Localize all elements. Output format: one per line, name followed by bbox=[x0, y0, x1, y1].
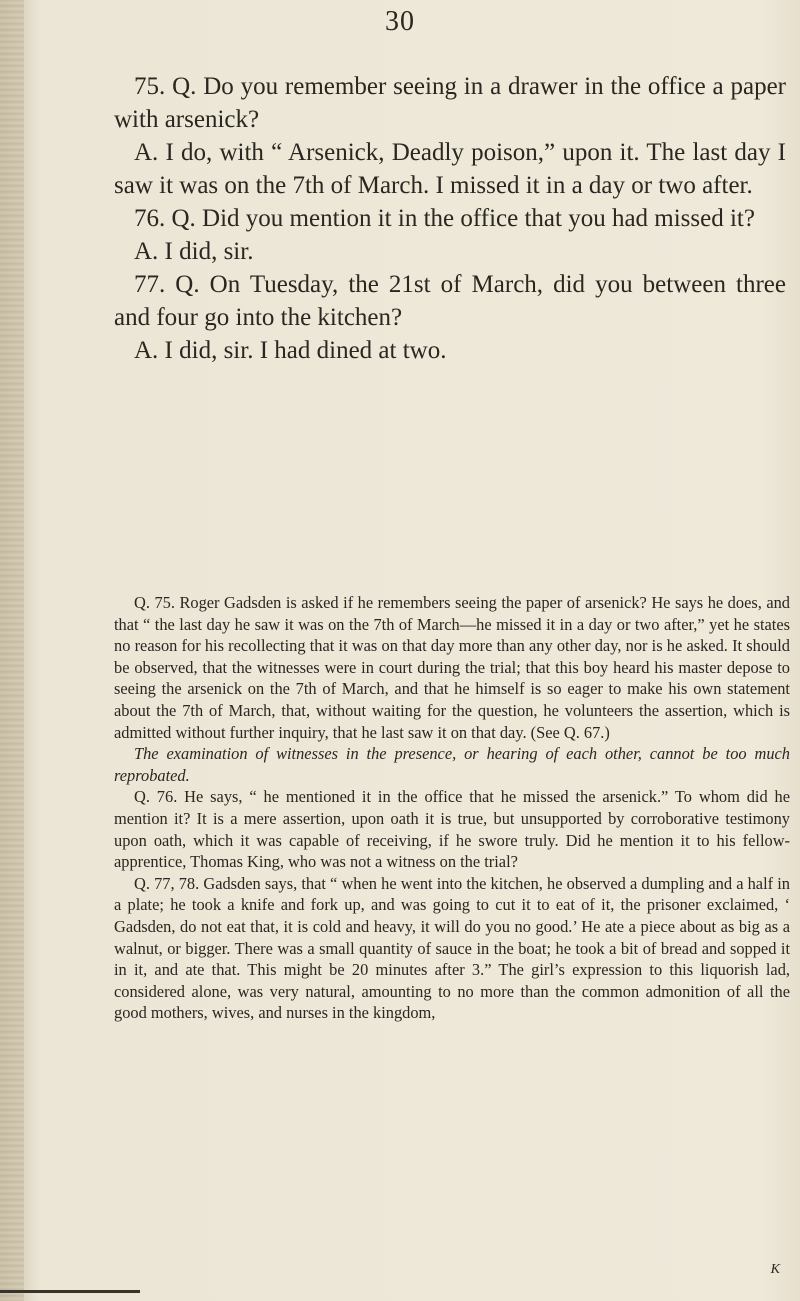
commentary-remark: The examination of witnesses in the presence, or hearing of each other, cannot be too much reprobated. bbox=[114, 744, 790, 785]
commentary-notes bbox=[114, 592, 790, 1024]
answer-75: A. I do, with “ Arsenick, Deadly poison,” upon it. The last day I saw it was on the 7th of March. I missed it in a day or two after. bbox=[114, 139, 786, 199]
commentary-q75: Q. 75. Roger Gadsden is asked if he remembers seeing the paper of arsenick? He says he does, and that “ the last day he saw it was on the 7th of March—he missed it in a day or two after,” yet he states no reason for his recollecting that it was on that day more than any other day, nor is he asked. It should be observed, that the witnesses were in court during the trial; that this boy heard his master depose to seeing the arsenick on the 7th of March, and that he himself is so eager to make his own statement about the 7th of March, that, without waiting for the question, he volunteers the assertion, which is admitted without further inquiry, that he last saw it on that day. (See Q. 67.) bbox=[114, 593, 790, 742]
testimony-questions-answers bbox=[114, 70, 786, 367]
commentary-q77-78: Q. 77, 78. Gadsden says, that “ when he went into the kitchen, he observed a dumpling and a half in a plate; he took a knife and fork up, and was going to cut it to eat of it, the prisoner exclaimed, ‘ Gadsden, do not eat that, it is cold and heavy, it will do you no good.’ He ate a piece about as big as a walnut, or bigger. There was a small quantity of sauce in the boat; he took a bit of bread and sopped it in it, and ate that. This might be 20 minutes after 3.” The girl’s expression to this liquorish lad, considered alone, was very natural, amounting to no more than the common admonition of all the good mothers, wives, and nurses in the kingdom, bbox=[114, 873, 790, 1023]
question-76: 76. Q. Did you mention it in the office that you had missed it? bbox=[134, 205, 755, 232]
bottom-rule bbox=[0, 1290, 140, 1293]
commentary-q76: Q. 76. He says, “ he mentioned it in the office that he missed the arsenick.” To whom did he mention it? It is a mere assertion, upon oath it is true, but unsupported by corroborative testimony upon oath, which it was capable of receiving, if he swore truly. Did he mention it to his fellow-apprentice, Thomas King, who was not a witness on the trial? bbox=[114, 787, 790, 872]
page-binding-edge bbox=[0, 0, 24, 1301]
question-75: 75. Q. Do you remember seeing in a drawer in the office a paper with arsenick? bbox=[114, 73, 786, 133]
catchword: K bbox=[770, 1262, 780, 1277]
answer-76: A. I did, sir. bbox=[134, 238, 254, 265]
page-number: 30 bbox=[385, 6, 415, 37]
question-77: 77. Q. On Tuesday, the 21st of March, did you between three and four go into the kitchen? bbox=[114, 271, 786, 331]
answer-77: A. I did, sir. I had dined at two. bbox=[134, 337, 447, 364]
